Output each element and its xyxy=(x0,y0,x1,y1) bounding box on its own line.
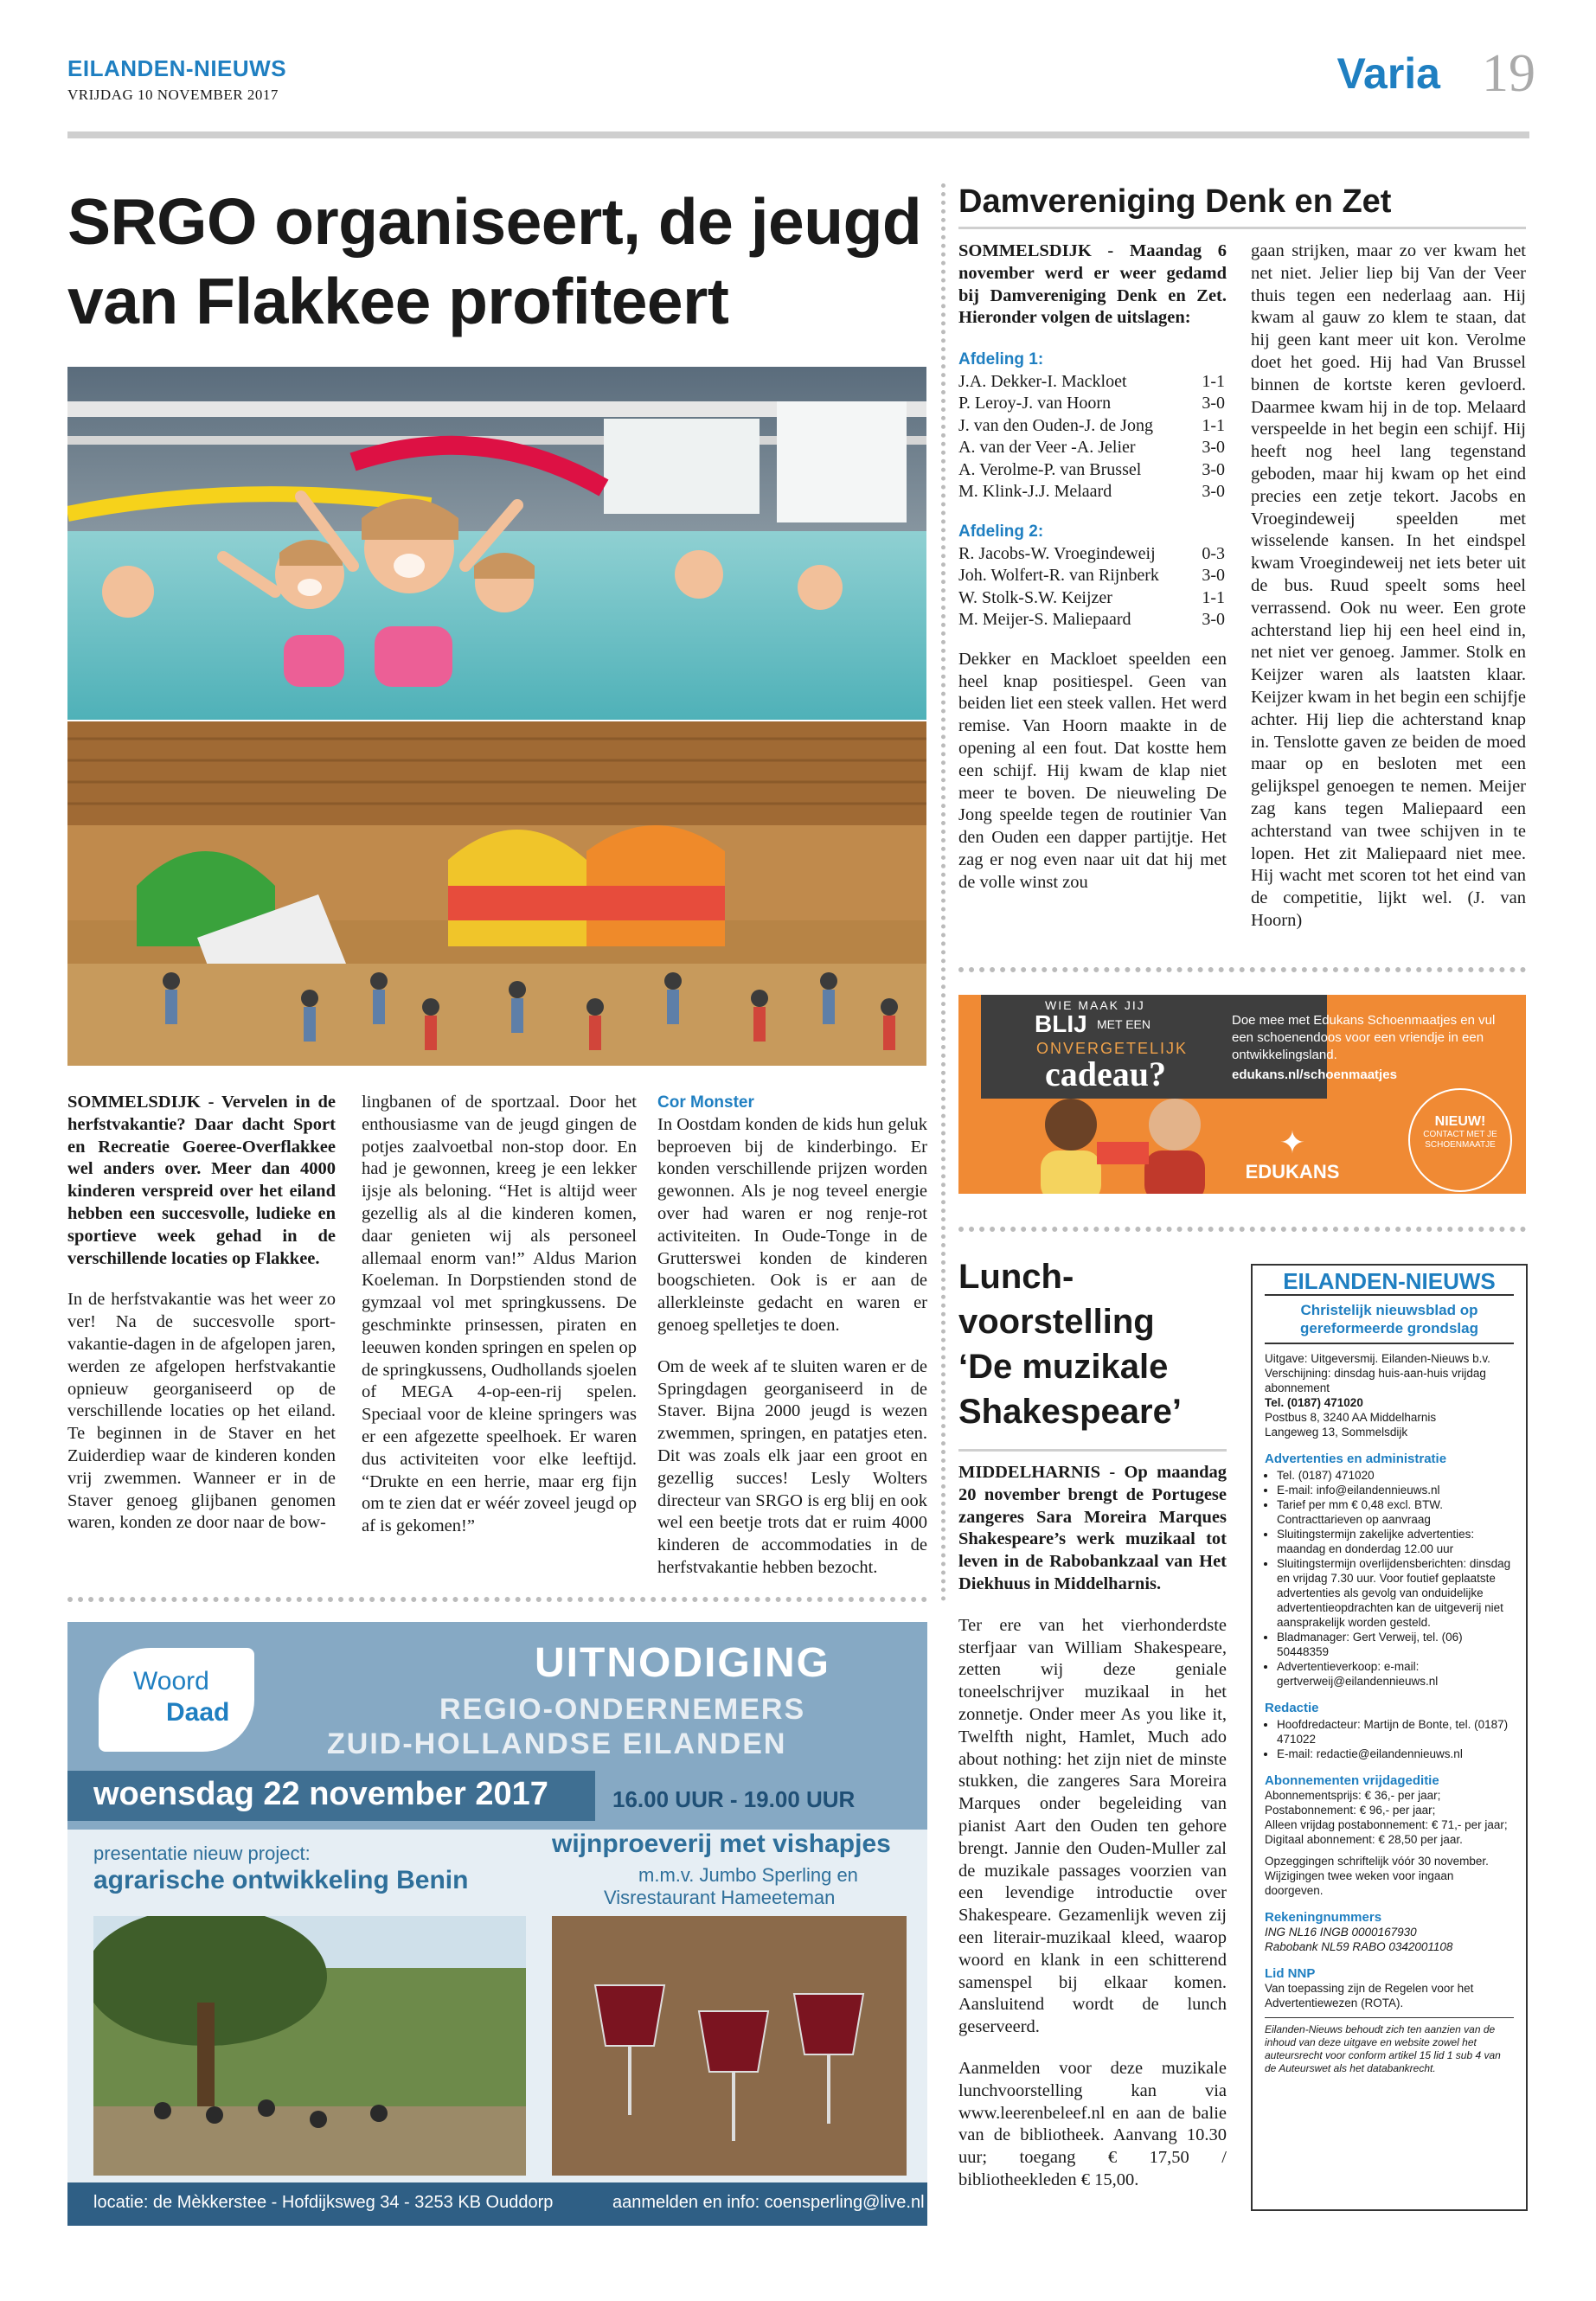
division-1-results xyxy=(958,371,1225,503)
blackboard-text-4: ONVERGETELIJK xyxy=(1036,1040,1189,1057)
colofon-disclaimer: Eilanden-Nieuws behoudt zich ten aanzien van de inhoud van deze uitgave en website zowel het auteursrecht voor conform artikel 15 lid 1 sub 4 van de Auteurswet als het databankrecht. xyxy=(1265,2023,1501,2074)
section-divider xyxy=(958,1227,1526,1232)
presentation-title: agrarische ontwikkeling Benin xyxy=(93,1866,469,1894)
main-article-paragraph: lingbanen of de sportzaal. Door het enthousiasme van de jeugd gingen de potjes zaalvoetbal non-stop door. En had je gewonnen, kreeg je een lekker ijsje als beloning. “Het is altijd weer gezellig als al die kinderen komen, daar genieten wij als personeel allemaal enorm van!” Aldus Marion Koeleman. In Dorpstienden stond de gymzaal vol met springkussens. De geschminkte prinsessen, piraten en leeuwen konden springen en spelen op de springkussens, Oudhollands sjoelen of MEGA 4-op-een-rij spelen. Speciaal voor de kleine springers was er een afgezette speelhoek. Er waren dus activiteiten voor elke leeftijd. “Drukte en een herrie, maar erg fijn om te zien dat er wéér zoveel jeugd op af is gekomen!” xyxy=(362,1093,637,1536)
edukans-logo: ✦ EDUKANS xyxy=(1232,1125,1353,1183)
tasting-sponsor-1: m.m.v. Jumbo Sperling en xyxy=(638,1864,858,1886)
lunch-article-title: Lunch-voorstelling ‘De muzikale Shakespeare’ xyxy=(958,1258,1182,1431)
tasting-title: wijnproeverij met vishapjes xyxy=(552,1830,891,1858)
tasting-sponsor-2: Visrestaurant Hameeteman xyxy=(604,1887,836,1908)
main-article-paragraph: In de herfstvakantie was het weer zo ver! Na de succesvolle sport-vakantie-dagen in de afgelopen jaren, werden ze afgelopen herfstvakantie opnieuw georganiseerd op de verschillende locaties op het eiland. Te beginnen in de Staver en het Zuiderdiep waar de kinderen konden vrij zwemmen. Wanneer er in de Staver genoeg glijbanen genomen waren, konden ze door naar de bow- xyxy=(67,1290,336,1533)
colofon-verschijning: Verschijning: dinsdag huis-aan-huis vrijdag abonnement xyxy=(1265,1367,1486,1394)
pool-photo-illustration xyxy=(67,367,926,720)
main-headline: SRGO organiseert, de jeugd van Flakkee profiteert xyxy=(67,185,922,337)
result-row: W. Stolk-S.W. Keijzer 1-1 xyxy=(958,587,1225,607)
sports-hall-illustration xyxy=(67,721,926,1066)
presentation-label: presentatie nieuw project: xyxy=(93,1843,311,1864)
header-rule xyxy=(67,131,1529,138)
main-article-col2 xyxy=(362,1092,637,1557)
colofon-heading-abonnementen: Abonnementen vrijdageditie xyxy=(1265,1773,1439,1788)
sports-hall-photo xyxy=(67,721,926,1066)
event-date: woensdag 22 november 2017 xyxy=(93,1776,548,1812)
event-location: locatie: de Mèkkerstee - Hofdijksweg 34 - 3253 KB Ouddorp xyxy=(93,2193,554,2212)
lunch-article-paragraph: Ter ere van het vierhonderdste sterfjaar van William Shakespeare, zetten wij deze geniale toneelschrijver muzikaal in het zonnetje. Onder meer As you like it, Twelfth night, Hamlet, Much ado about nothing: het zijn niet de minste stukken, die zangeres Sara Moreira Marques onder begeleiding van pianist Aart den Ouden ten gehore brengt. Jannie den Ouden-Muller zal de muzikale passages voorzien van een levendige introductie over Shakespeare. Gezamenlijk weven zij een literair-muzikaal kleed, waarop woord en klank in een schitterend samenspel bij elkaar komen. Aansluitend wordt de lunch geserveerd. xyxy=(958,1615,1227,2037)
dam-article-title: Damvereniging Denk en Zet xyxy=(958,183,1392,220)
result-row: M. Meijer-S. Maliepaard 3-0 xyxy=(958,610,1225,630)
division-2-label: Afdeling 2: xyxy=(958,522,1044,541)
page-number: 19 xyxy=(1482,44,1535,103)
blackboard-text-2: BLIJ xyxy=(1035,1010,1087,1037)
colofon-logo: EILANDEN-NIEUWS xyxy=(1283,1268,1496,1294)
edukans-url[interactable]: edukans.nl/schoenmaatjes xyxy=(1232,1067,1397,1082)
result-row: R. Jacobs-W. Vroegindeweij 0-3 xyxy=(958,543,1225,563)
ad-subtitle-1: REGIO-ONDERNEMERS xyxy=(439,1693,806,1726)
main-article-lead: SOMMELSDIJK - Vervelen in de herfstvakantie? Daar dacht Sport en Recreatie Goeree-Overflakkee wel anders over. Meer dan 4000 kinderen verspreid over het eiland hebben een succesvolle, ludieke en sportieve week gehad in de verschillende locaties op Flakkee. xyxy=(67,1093,336,1268)
main-article-col3 xyxy=(657,1092,927,1599)
result-row: J. van den Ouden-J. de Jong 1-1 xyxy=(958,415,1225,435)
colofon-abo-note: Opzeggingen schriftelijk vóór 30 november. Wijzigingen twee weken voor ingaan doorgeven. xyxy=(1265,1855,1489,1897)
colofon-uitgave: Uitgave: Uitgeversmij. Eilanden-Nieuws b.v. xyxy=(1265,1352,1490,1365)
result-row: Joh. Wolfert-R. van Rijnberk 3-0 xyxy=(958,566,1225,586)
edukans-advertisement[interactable] xyxy=(958,995,1526,1194)
colofon-heading-rekening: Rekeningnummers xyxy=(1265,1910,1382,1925)
main-article-paragraph: In Oostdam konden de kids hun geluk beproeven bij de kinderbingo. Er konden verschillende prijzen worden gewonnen. Als je nog teveel energie over had waren er nog renje-rot activiteiten. In Oude-Tonge in de Grutterswei konden de kinderen boogschieten. Ook is er aan de allerkleinste gedacht en waren er genoeg spelletjes te doen. xyxy=(657,1114,928,1335)
result-row: A. van der Veer -A. Jelier 3-0 xyxy=(958,438,1225,458)
edukans-logo-icon: ✦ xyxy=(1279,1125,1306,1160)
dam-article-paragraph: Dekker en Mackloet speelden een heel knap positiespel. Geen van beiden liet een steek vallen. Het werd remise. Van Hoorn maakte in de opening al een fout. Dat kostte hem een schijf. Hij kwam de klap niet meer te boven. De nieuweling De Jong speelde tegen de routinier Van den Ouden een dapper partijtje. Het zag er nog even naar uit dat hij met de volle winst zou xyxy=(958,649,1227,892)
dam-article-col2 xyxy=(1251,240,1526,952)
event-contact[interactable]: aanmelden en info: coensperling@live.nl xyxy=(612,2193,925,2212)
woorddaad-logo: Woord Daad xyxy=(99,1648,254,1752)
colofon-subtitle: Christelijk nieuwsblad op gereformeerde grondslag xyxy=(1300,1302,1478,1336)
lunch-article-lead: MIDDELHARNIS - Op maandag 20 november brengt de Portugese zangeres Sara Moreira Marques Shakespeare’s werk muzikaal tot leven in de Rabobankzaal van Het Diekhuus in Middelharnis. xyxy=(958,1463,1227,1593)
author-byline: Cor Monster xyxy=(657,1093,754,1112)
children-illustration xyxy=(993,1090,1253,1194)
result-row: J.A. Dekker-I. Mackloet 1-1 xyxy=(958,371,1225,391)
pool-photo xyxy=(67,367,926,720)
ad-title: UITNODIGING xyxy=(535,1640,830,1686)
section-divider xyxy=(67,1597,927,1602)
colofon-box: EILANDEN-NIEUWS Christelijk nieuwsblad op gereformeerde grondslag Uitgave: Uitgeversmij. Eilanden-Nieuws b.v. Verschijning: dinsdag huis-aan-huis vrijdag abonnement Tel. (0187) 471020 Postbus 8, 3240 AA Middelharnis Langeweg 13, Sommelsdijk Advertenties en administratie • Tel. (0187) 471020 • E-mail: info@eilandennieuws.nl • Tarief per mm € 0,48 excl. BTW. Contracttarieven op aanvraag • Sluitingstermijn zakelijke advertenties: maandag en donderdag 12.00 uur • Sluitingstermijn overlijdensberichten: dinsdag en vrijdag 7.30 uur. Voor foutief geplaatste advertenties als gevolg van onduidelijke advertentieopdrachten kan de uitgeverij niet aansprakelijk worden gesteld. • Bladmanager: Gert Verweij, tel. (06) 50448359 • Advertentieverkoop: e-mail: gertverweij@eilandennieuws.nl Redactie • Hoofdredacteur: Martijn de Bonte, tel. (0187) 471022 • E-mail: redactie@eilandennieuws.nl Abonnementen vrijdageditie Abonnementsprijs: € 36,- per jaar; Postabonnement: € 96,- per jaar; Alleen vrijdag postabonnement: € 71,- per jaar; Digitaal abonnement: € 28,50 per jaar. Opzeggingen schriftelijk vóór 30 november. Wijzigingen twee weken voor ingaan doorgeven. Rekeningnummers ING NL16 INGB 0000167930 Rabobank NL59 RABO 0342001108 Lid NNP Van toepassing zijn de Regelen voor het Advertentiewezen (ROTA). Eilanden-Nieuws behoudt zich ten aanzien van de inhoud van deze uitgave en website zowel het auteursrecht voor conform artikel 15 lid 1 sub 4 van de Auteurswet als het databankrecht. xyxy=(1251,1264,1528,2211)
blackboard-text-5: cadeau? xyxy=(1045,1054,1166,1093)
dam-article-col1 xyxy=(958,240,1227,913)
edukans-text: Doe mee met Edukans Schoenmaatjes en vul een schoenendoos voor een vriendje in een ontwikkelingsland. xyxy=(1232,1013,1496,1062)
masthead-logo: EILANDEN-NIEUWS xyxy=(67,55,287,81)
result-row: M. Klink-J.J. Melaard 3-0 xyxy=(958,482,1225,502)
wine-photo xyxy=(552,1916,907,2176)
title-underline xyxy=(958,227,1526,229)
woorddaad-advertisement[interactable] xyxy=(67,1622,927,2226)
division-2-results xyxy=(958,543,1225,631)
new-badge: NIEUW! CONTACT MET JE SCHOENMAATJE xyxy=(1408,1088,1512,1192)
result-row: P. Leroy-J. van Hoorn 3-0 xyxy=(958,394,1225,413)
event-time: 16.00 UUR - 19.00 UUR xyxy=(612,1786,856,1812)
colofon-tel: Tel. (0187) 471020 xyxy=(1265,1396,1363,1409)
result-row: A. Verolme-P. van Brussel 3-0 xyxy=(958,459,1225,479)
blackboard-text-1: WIE MAAK JIJ xyxy=(1045,998,1145,1012)
section-title: Varia xyxy=(1336,49,1440,98)
colofon-adres: Langeweg 13, Sommelsdijk xyxy=(1265,1426,1408,1439)
ad-subtitle-2: ZUID-HOLLANDSE EILANDEN xyxy=(327,1727,787,1760)
colofon-heading-advertenties: Advertenties en administratie xyxy=(1265,1452,1447,1466)
colofon-list-redactie: • Hoofdredacteur: Martijn de Bonte, tel. (0187) 471022 • E-mail: redactie@eilandennieuws.nl xyxy=(1265,1717,1514,1761)
colofon-list-advertenties: • Tel. (0187) 471020 • E-mail: info@eilandennieuws.nl • Tarief per mm € 0,48 excl. BTW. Contracttarieven op aanvraag • Sluitingstermijn zakelijke advertenties: maandag en donderdag 12.00 uur • Sluitingstermijn overlijdensberichten: dinsdag en vrijdag 7.30 uur. Voor foutief geplaatste advertenties als gevolg van onduidelijke advertentieopdrachten kan de uitgeverij niet aansprakelijk worden gesteld. • Bladmanager: Gert Verweij, tel. (06) 50448359 • Advertentieverkoop: e-mail: gertverweij@eilandennieuws.nl xyxy=(1265,1468,1514,1689)
main-article-paragraph: Om de week af te sluiten waren er de Springdagen georganiseerd in de Staver. Bijna 2000 jeugd is wezen zwemmen, springen, en patatjes eten. Dit was zoals elk jaar een groot en gezellig succes! Lesly Wolters directeur van SRGO is erg blij en ook wel een beetje trots dat er ruim 4000 kinderen de accommodaties in de herfstvakantie hebben bezocht. xyxy=(657,1356,927,1577)
dam-article-paragraph: gaan strijken, maar zo ver kwam het net niet. Jelier liep bij Van der Veer thuis tegen een nederlaag aan. Hij kwam al gauw zo klem te staan, dat hij geen kant meer uit kon. Verolme doet het goed. Hij had Van Brussel binnen de kortste keren gevloerd. Daarmee kwam hij in de top. Melaard verspeelde in het begin een schijf. Hij heeft nog heel lang tegenstand geboden, maar hij kwam op het eind precies een zetje tekort. Jacobs en Vroegindeweij speelden met wisselende kansen. In het eindspel kwam Vroegindeweij net iets beter uit de bus. Ruud speelt soms heel verrassend. Ook nu weer. Een grote achterstand liep hij een heel eind in, net niet ver genoeg. Jammer. Stolk en Keijzer waren als laatsten klaar. Keijzer kwam in het begin een schijfje achter. Hij liep die achterstand knap in. Tenslotte gaven ze beiden de moed maar op en besloten met een gelijkspel genoegen te nemen. Meijer zag kans tegen Maliepaard een achterstand van twee schijven in te lopen. Het zit Maliepaard niet mee. Hij wacht met scoren tot het eind van de competitie, lijkt wel. (J. van Hoorn) xyxy=(1251,241,1526,930)
lunch-article-body xyxy=(958,1462,1227,2211)
blackboard-text-3: MET EEN xyxy=(1097,1017,1151,1031)
colofon-postbus: Postbus 8, 3240 AA Middelharnis xyxy=(1265,1411,1437,1424)
section-divider xyxy=(958,967,1526,972)
main-article-col1 xyxy=(67,1092,336,1554)
lunch-article-paragraph: Aanmelden voor deze muzikale lunchvoorstelling kan via www.leerenbeleef.nl en aan de balie van de bibliotheek. Aanvang 10.30 uur; toegang € 17,50 / bibliotheekleden € 15,00. xyxy=(958,2058,1227,2189)
title-underline xyxy=(958,1449,1227,1452)
division-1-label: Afdeling 1: xyxy=(958,350,1044,369)
colofon-heading-redactie: Redactie xyxy=(1265,1701,1319,1715)
dam-article-lead: SOMMELSDIJK - Maandag 6 november werd er weer gedamd bij Damvereniging Denk en Zet. Hieronder volgen de uitslagen: xyxy=(958,241,1227,328)
colofon-heading-nnp: Lid NNP xyxy=(1265,1966,1316,1981)
column-divider xyxy=(941,183,945,1602)
benin-photo xyxy=(93,1916,526,2176)
issue-date: VRIJDAG 10 NOVEMBER 2017 xyxy=(67,87,279,103)
